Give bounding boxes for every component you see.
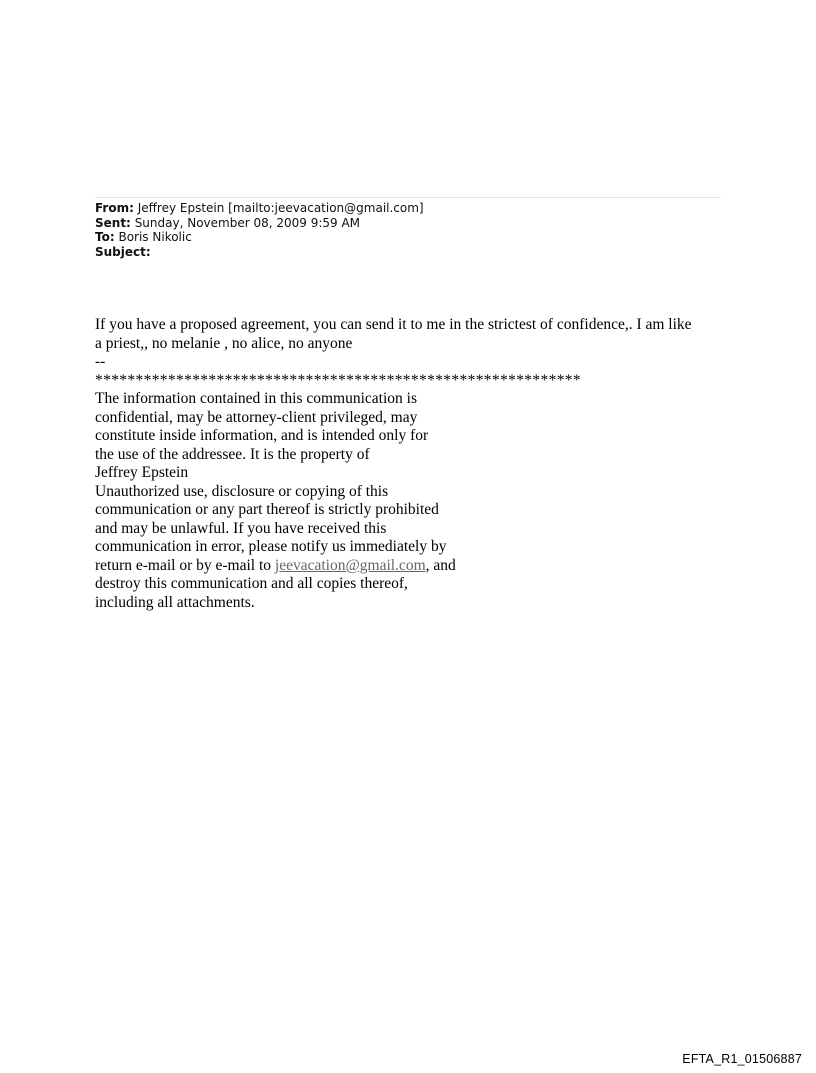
sent-value: Sunday, November 08, 2009 9:59 AM: [134, 215, 361, 230]
body-line-1: If you have a proposed agreement, you can send it to me in the strictest of confidence,. I am like: [95, 316, 692, 333]
asterisk-divider: ************************************************************: [95, 371, 581, 389]
disclaimer-email-link[interactable]: jeevacation@gmail.com: [274, 556, 426, 574]
confidentiality-disclaimer: [95, 390, 735, 612]
email-body: [95, 316, 735, 612]
to-label: To:: [95, 230, 115, 244]
from-row: [95, 201, 424, 216]
from-label: From:: [95, 201, 134, 215]
header-divider: [95, 197, 721, 198]
from-value: Jeffrey Epstein [mailto:jeevacation@gmail.com]: [137, 201, 424, 215]
subject-row: [95, 245, 424, 260]
subject-label: Subject:: [95, 244, 151, 259]
email-header: [95, 201, 424, 259]
disclaimer-text-end: , and destroy this communication and all copies thereof, including all attachments.: [95, 556, 456, 611]
to-row: [95, 230, 424, 245]
sent-row: [95, 216, 424, 231]
sent-label: Sent:: [95, 215, 131, 230]
body-line-2: a priest,, no melanie , no alice, no anyone: [95, 334, 353, 352]
to-value: Boris Nikolic: [118, 230, 192, 244]
document-id: EFTA_R1_01506887: [682, 1052, 802, 1066]
disclaimer-text-start: The information contained in this communication is confidential, may be attorney-client privileged, may constitute inside information, and is intended only for the use of the addressee. It is the property of Jeffrey Epstein Unauthorized use, disclosure or copying of this communication or any part thereof is strictly prohibited and may be unlawful. If you have received this communication in error, please notify us immediately by return e-mail or by e-mail to: [95, 390, 447, 574]
signature-separator: --: [95, 353, 106, 370]
